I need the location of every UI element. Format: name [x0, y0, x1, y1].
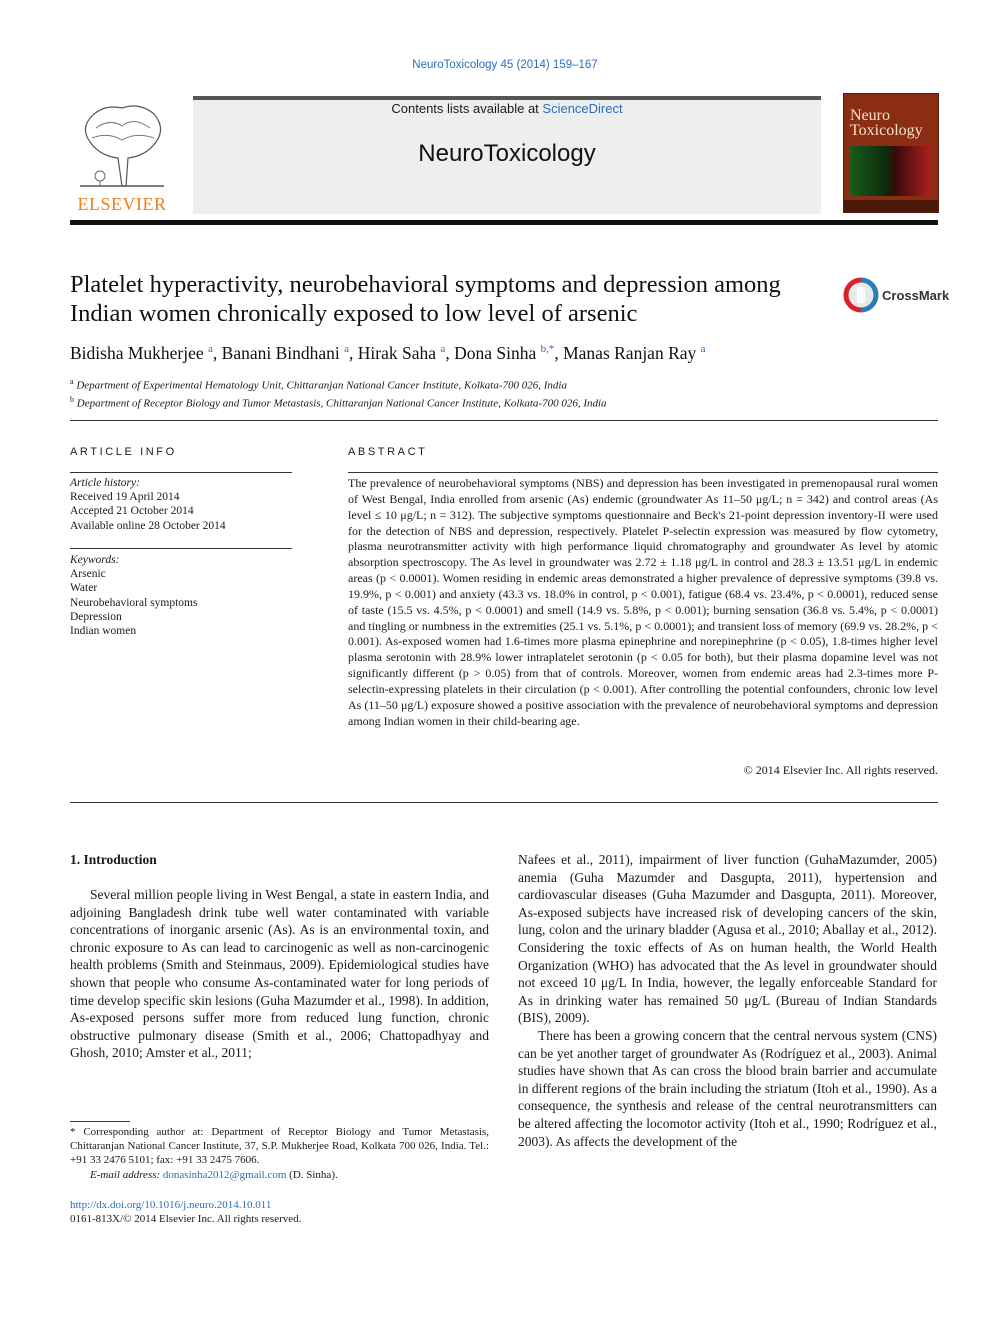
divider — [348, 472, 938, 473]
keyword: Neurobehavioral symptoms — [70, 596, 198, 609]
divider — [70, 802, 938, 803]
abstract-heading: ABSTRACT — [348, 446, 428, 458]
article-history: Article history: Received 19 April 2014 Accepted 21 October 2014 Available online 28 October 2014 — [70, 477, 226, 532]
divider — [70, 472, 292, 473]
author-4[interactable]: Dona Sinha $^{b,*}$ — [454, 343, 555, 363]
article-info-heading: ARTICLE INFO — [70, 446, 177, 458]
header-rule — [70, 220, 938, 225]
crossmark-icon[interactable] — [843, 277, 879, 313]
abstract-text: The prevalence of neurobehavioral symptoms (NBS) and depression has been investigated in premenopausal rural women of West Bengal, India enrolled from arsenic (As) endemic (groundwater As 11–50 μg/L; n = 342) and control areas (As level ≤ 10 μg/L; n = 312). The subjective symptoms questionnaire and Beck's 21-point depression inventory-II were used for the detection of NBS and depression, respectively. Platelet P-selectin expression was measured by flow cytometry, plasma neurotransmitter activity with high performance liquid chromatography and groundwater As level by atomic absorption spectroscopy. The As level in groundwater was 2.72 ± 1.18 μg/L in control and 28.3 ± 13.51 μg/L in endemic areas (p < 0.0001). Women residing in endemic areas demonstrated a higher prevalence of depressive symptoms (39.8 vs. 19.9%, p < 0.001) and anxiety (43.3 vs. 18.0% in control, p < 0.001), fatigue (68.4 vs. 23.4%, p < 0.0001), reduced sense of taste (15.5 vs. 4.5%, p < 0.0001) and smell (14.9 vs. 5.8%, p < 0.001); burning sensation (36.8 vs. 5.4%, p < 0.0001) and tingling or numbness in the extremities (25.1 vs. 5.1%, p < 0.0001); and transient loss of memory (69.9 vs. 28.2%, p < 0.001). As-exposed women had 1.6-times more plasma epinephrine and norepinephrine (p < 0.05), 1.8-times higher level plasma serotonin with 28.9% lower intraplatelet serotonin (p < 0.05 for both), but their plasma dopamine level was not significantly different (p > 0.05) from that of controls. Moreover, women from endemic areas had 2.3-times more P-selectin-expressing platelets in their circulation (p < 0.001). After controlling the potential confounders, chronic low level As (11–50 μg/L) exposure showed a positive association with the prevalence of neurobehavioral symptoms and depression among Indian women in their child-bearing age. — [348, 476, 938, 728]
email-link[interactable]: donasinha2012@gmail.com — [162, 1168, 287, 1181]
crossmark-label[interactable]: CrossMark — [882, 288, 950, 303]
elsevier-wordmark[interactable]: ELSEVIER — [77, 194, 167, 214]
affiliation-b: $^b$ Department of Receptor Biology and Tumor Metastasis, Chittaranjan National Cancer Institute, Kolkata-700 026, India — [70, 394, 607, 410]
divider — [70, 420, 938, 421]
keyword: Water — [70, 582, 98, 595]
abstract-copyright: © 2014 Elsevier Inc. All rights reserved. — [743, 763, 938, 777]
affiliations — [70, 375, 607, 410]
author-5[interactable]: Manas Ranjan Ray $^a$ — [563, 343, 706, 363]
sciencedirect-link[interactable]: ScienceDirect — [542, 101, 623, 116]
cover-strip — [844, 200, 938, 212]
cover-image — [850, 146, 932, 196]
section-heading-introduction: 1. Introduction — [70, 852, 157, 867]
footnote-rule — [70, 1121, 130, 1122]
journal-cover-thumbnail[interactable] — [843, 93, 939, 213]
cover-title: Neuro Toxicology — [850, 107, 923, 139]
keyword: Depression — [70, 610, 122, 623]
journal-name[interactable]: NeuroToxicology — [418, 140, 596, 167]
author-list: Bidisha Mukherjee $^a$, Banani Bindhani $^a$, Hirak Saha $^a$, Dona Sinha $^{b,*}$, Manas Ranjan Ray $^a$ — [70, 343, 706, 363]
divider — [70, 548, 292, 549]
paragraph: There has been a growing concern that the central nervous system (CNS) can be yet another target of groundwater As (Rodríguez et al., 2003). Animal studies have shown that As can cross the blood brain barrier and accumulate in different regions of the brain including the striatum (Itoh et al., 1990). As a consequence, the synthesis and release of the central neurotransmitters can be altered affecting the locomotor activity (Itoh et al., 1990; Rodríguez et al., 2003). As affects the development of the — [518, 1027, 937, 1149]
doi-block — [70, 1198, 301, 1226]
body-column-left — [70, 886, 489, 1062]
author-2[interactable]: Banani Bindhani $^a$ — [221, 343, 350, 363]
paragraph: Several million people living in West Bengal, a state in eastern India, and adjoining Bangladesh drink tube well water contaminated with variable concentrations of inorganic arsenic (As). As is an environmental toxin, and chronic exposure to As can lead to carcinogenic as well as non-carcinogenic health problems (Smith and Steinmaus, 2009). Epidemiological studies have shown that people who consume As-contaminated water for long periods of time develop specific skin lesions (Guha Mazumder et al., 1998). In addition, As-exposed persons suffer more from reduced lung function, chronic obstructive pulmonary disease (Smith et al., 2006; Chattopadhyay and Ghosh, 2010; Amster et al., 2011; — [70, 887, 489, 1061]
article-title: Platelet hyperactivity, neurobehavioral symptoms and depression among Indian women chronically exposed to low level of arsenic — [70, 271, 781, 327]
contents-line — [193, 101, 821, 116]
paragraph: Nafees et al., 2011), impairment of liver function (GuhaMazumder, 2005) anemia (Guha Mazumder and Dasgupta, 2011), hypertension and cardiovascular diseases (Guha Mazumder and Dasgupta, 2011). Moreover, As-exposed subjects have increased risk of developing cancers of the skin, lung, colon and the urinary bladder (Agusa et al., 2010; Aballay et al., 2012). Considering the toxic effects of As on human health, the World Health Organization (WHO) has advocated that the As level in groundwater should not exceed 10 μg/L In India, however, the legally enforceable Standard for As in drinking water has remained 50 μg/L (Bureau of Indian Standards (BIS), 2009). — [518, 852, 937, 1026]
body-column-right — [518, 851, 937, 1150]
corresponding-author-footnote: * Corresponding author at: Department of Receptor Biology and Tumor Metastasis, Chittaranjan National Cancer Institute, 37, S.P. Mukherjee Road, Kolkata 700 026, India. Tel.: +91 33 2476 5101; fax: +91 33 2475 7606. E-mail address: donasinha2012@gmail.com (D. Sinha). — [70, 1126, 489, 1181]
doi-link[interactable]: http://dx.doi.org/10.1016/j.neuro.2014.10.011 — [70, 1199, 272, 1211]
journal-citation[interactable]: NeuroToxicology 45 (2014) 159–167 — [412, 59, 598, 71]
keyword: Indian women — [70, 625, 137, 638]
keywords-list: Keywords: Arsenic Water Neurobehavioral symptoms Depression Indian women — [70, 554, 198, 638]
contents-prefix: Contents lists available at — [391, 101, 543, 116]
affiliation-a: $^a$ Department of Experimental Hematology Unit, Chittaranjan National Cancer Institute, Kolkata-700 026, India — [70, 377, 567, 392]
author-3[interactable]: Hirak Saha $^a$ — [357, 343, 446, 363]
author-1[interactable]: Bidisha Mukherjee $^a$ — [70, 343, 213, 363]
issn-line: 0161-813X/© 2014 Elsevier Inc. All rights reserved. — [70, 1213, 302, 1226]
keyword: Arsenic — [70, 568, 106, 581]
